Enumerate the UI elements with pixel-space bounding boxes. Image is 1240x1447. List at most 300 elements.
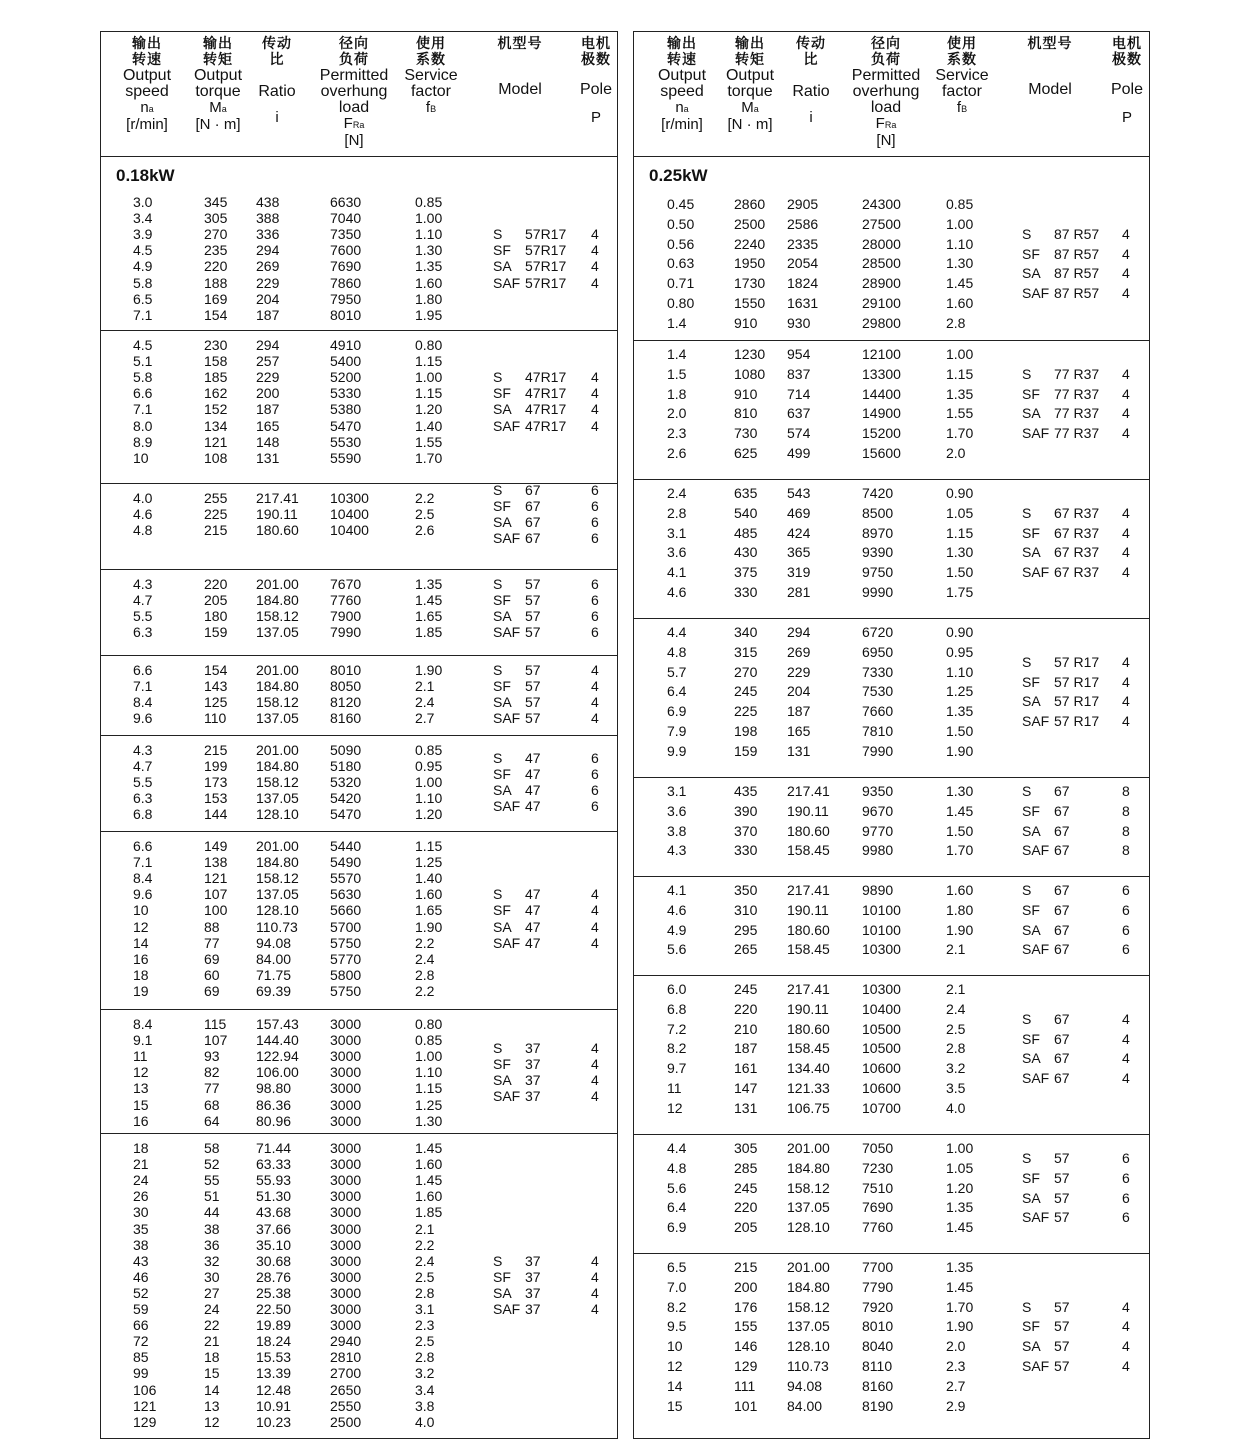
cell-load: 10100	[862, 901, 901, 918]
cell-speed: 52	[133, 1284, 149, 1301]
cell-ratio: 71.44	[256, 1140, 292, 1156]
model-prefix: SAF	[493, 624, 521, 641]
header-factor-symbol	[917, 100, 1007, 117]
cell-ratio: 180.60	[256, 522, 299, 539]
header-speed-unit: [r/min]	[661, 116, 703, 133]
cell-speed: 35	[133, 1220, 149, 1237]
model-pole: 6	[591, 766, 599, 783]
cell-factor: 2.8	[946, 314, 966, 331]
cell-load: 8040	[862, 1338, 894, 1355]
model-pole: 6	[591, 592, 599, 609]
model-pole: 6	[591, 481, 599, 498]
cell-factor: 0.85	[415, 194, 443, 210]
model-model: 57 R17	[1054, 673, 1100, 690]
model-model: 47	[525, 782, 541, 799]
row-group	[634, 340, 1149, 480]
model-pole: 4	[591, 902, 599, 919]
cell-factor: 1.15	[415, 1080, 443, 1097]
cell-ratio: 714	[787, 385, 811, 402]
cell-load: 8050	[330, 678, 362, 695]
cell-ratio: 137.05	[787, 1318, 830, 1335]
cell-factor: 0.85	[415, 1032, 443, 1049]
model-pole: 6	[591, 498, 599, 515]
cell-ratio: 201.00	[256, 576, 299, 592]
cell-torque: 69	[204, 950, 220, 967]
model-prefix: SA	[1022, 265, 1041, 282]
header-load-en: load	[870, 99, 902, 116]
cell-load: 8970	[862, 524, 894, 541]
header-factor-zh: 系数	[416, 52, 446, 68]
cell-speed: 7.0	[667, 1278, 687, 1295]
cell-load: 9980	[862, 842, 894, 859]
cell-load: 5700	[330, 918, 362, 935]
model-prefix: SF	[493, 1056, 511, 1073]
header-model-en: Model	[1028, 81, 1072, 98]
cell-ratio: 137.05	[256, 886, 299, 903]
cell-ratio: 94.08	[787, 1377, 823, 1394]
table-header	[634, 32, 1149, 157]
cell-ratio: 63.33	[256, 1156, 292, 1173]
cell-speed: 24	[133, 1172, 149, 1189]
cell-torque: 198	[734, 723, 758, 739]
power-title: 0.25kW	[649, 166, 708, 185]
cell-speed: 2.0	[667, 405, 687, 422]
cell-torque: 38	[204, 1220, 220, 1237]
cell-factor: 1.35	[946, 703, 974, 720]
model-model: 67	[1054, 882, 1070, 898]
cell-factor: 1.90	[946, 921, 974, 938]
model-prefix: S	[493, 1252, 503, 1269]
cell-torque: 129	[734, 1358, 758, 1374]
model-prefix: SF	[1022, 524, 1040, 541]
cell-factor: 1.10	[415, 226, 443, 243]
cell-torque: 730	[734, 425, 758, 442]
cell-factor: 1.50	[946, 564, 974, 581]
cell-torque: 154	[204, 306, 228, 323]
cell-torque: 210	[734, 1020, 758, 1037]
header-factor-en: Service	[404, 67, 458, 84]
cell-factor: 1.85	[415, 624, 443, 641]
cell-factor: 1.60	[415, 274, 443, 291]
header-pole-symbol	[1082, 110, 1172, 126]
model-prefix: SAF	[493, 1301, 521, 1317]
cell-ratio: 184.80	[787, 1278, 830, 1295]
cell-speed: 3.1	[667, 783, 687, 799]
cell-speed: 3.6	[667, 802, 687, 819]
cell-load: 8500	[862, 504, 894, 521]
cell-factor: 1.00	[415, 369, 443, 386]
cell-speed: 7.1	[133, 306, 153, 323]
header-ratio-sym: i	[809, 109, 813, 126]
cell-load: 5770	[330, 950, 362, 967]
cell-torque: 270	[204, 226, 228, 243]
cell-ratio: 43.68	[256, 1204, 292, 1221]
cell-factor: 1.50	[946, 822, 974, 839]
cell-load: 3000	[330, 1032, 362, 1049]
model-model: 67	[525, 514, 541, 531]
cell-speed: 5.6	[667, 941, 687, 958]
cell-ratio: 543	[787, 485, 811, 501]
model-model: 37	[525, 1088, 541, 1105]
cell-speed: 6.9	[667, 703, 687, 720]
cell-factor: 1.10	[415, 1064, 443, 1081]
cell-factor: 1.60	[415, 886, 443, 903]
cell-speed: 15	[667, 1397, 683, 1414]
cell-ratio: 37.66	[256, 1220, 292, 1237]
cell-torque: 144	[204, 806, 228, 823]
model-prefix: SA	[1022, 544, 1041, 561]
header-ratio-en: Ratio	[258, 83, 296, 100]
cell-speed: 0.50	[667, 215, 695, 232]
cell-ratio: 388	[256, 210, 280, 227]
cell-factor: 1.00	[415, 1048, 443, 1065]
cell-speed: 38	[133, 1236, 149, 1253]
header-load-symbol	[841, 116, 931, 133]
cell-ratio: 319	[787, 564, 811, 581]
model-model: 87 R57	[1054, 225, 1100, 242]
cell-ratio: 294	[256, 242, 280, 259]
cell-torque: 152	[204, 401, 228, 418]
cell-torque: 188	[204, 274, 228, 291]
cell-torque: 187	[734, 1040, 758, 1057]
cell-ratio: 94.08	[256, 934, 292, 951]
cell-factor: 1.40	[415, 417, 443, 434]
cell-load: 10500	[862, 1040, 901, 1057]
cell-speed: 4.4	[667, 1140, 687, 1156]
cell-factor: 2.1	[415, 1220, 435, 1237]
model-model: 37	[525, 1301, 541, 1317]
model-model: 57 R17	[1054, 653, 1100, 670]
cell-factor: 1.10	[415, 790, 443, 807]
model-model: 67 R37	[1054, 524, 1100, 541]
cell-speed: 4.5	[133, 242, 153, 259]
cell-torque: 215	[204, 522, 228, 539]
cell-ratio: 184.80	[256, 758, 299, 775]
cell-speed: 0.56	[667, 235, 695, 252]
cell-torque: 159	[734, 742, 758, 759]
cell-ratio: 269	[787, 643, 811, 660]
cell-load: 7690	[330, 258, 362, 275]
cell-speed: 4.7	[133, 592, 153, 609]
model-model: 77 R37	[1054, 385, 1100, 402]
cell-factor: 0.80	[415, 337, 443, 353]
model-pole: 4	[591, 934, 599, 951]
model-prefix: SAF	[1022, 564, 1050, 581]
cell-factor: 1.15	[946, 365, 974, 382]
header-factor-sym: f	[956, 99, 962, 116]
cell-speed: 9.6	[133, 886, 153, 903]
cell-ratio: 110.73	[256, 918, 298, 935]
table-panel-left	[100, 31, 618, 1439]
cell-ratio: 837	[787, 365, 811, 382]
cell-speed: 12	[667, 1358, 683, 1374]
cell-torque: 58	[204, 1140, 220, 1156]
cell-ratio: 84.00	[256, 950, 292, 967]
cell-speed: 0.45	[667, 196, 695, 212]
cell-ratio: 229	[256, 274, 280, 291]
cell-factor: 3.2	[415, 1365, 435, 1382]
header-load-zh: 径向	[339, 36, 369, 52]
cell-ratio: 190.11	[256, 506, 298, 523]
header-torque-zh: 转矩	[203, 52, 233, 68]
model-prefix: SAF	[493, 417, 521, 434]
cell-load: 7920	[862, 1298, 894, 1315]
cell-speed: 129	[133, 1413, 157, 1430]
model-prefix: S	[1022, 225, 1032, 242]
cell-factor: 1.55	[415, 433, 443, 450]
header-ratio-en: Ratio	[792, 83, 830, 100]
model-prefix: SAF	[1022, 425, 1050, 442]
cell-speed: 7.1	[133, 678, 153, 695]
header-torque-sym: M	[741, 99, 754, 116]
cell-torque: 625	[734, 445, 758, 461]
model-model: 67	[1054, 822, 1070, 839]
cell-speed: 7.9	[667, 723, 687, 739]
cell-torque: 153	[204, 790, 228, 807]
cell-ratio: 69.39	[256, 982, 292, 999]
cell-load: 5330	[330, 385, 362, 402]
model-model: 37	[525, 1252, 541, 1269]
cell-factor: 1.35	[946, 1199, 974, 1216]
cell-load: 2940	[330, 1333, 362, 1350]
cell-load: 7900	[330, 608, 362, 625]
model-pole: 6	[1122, 882, 1130, 898]
model-model: 57R17	[525, 242, 567, 259]
cell-factor: 2.3	[415, 1317, 435, 1334]
cell-speed: 6.0	[667, 981, 687, 997]
model-prefix: SF	[493, 678, 511, 695]
cell-factor: 1.70	[946, 1298, 974, 1315]
header-speed-sym: n	[140, 99, 149, 116]
row-group	[101, 330, 617, 484]
cell-torque: 60	[204, 966, 220, 983]
cell-factor: 1.50	[946, 723, 974, 739]
model-model: 47R17	[525, 417, 567, 434]
cell-load: 5200	[330, 369, 362, 386]
cell-ratio: 157.43	[256, 1016, 299, 1032]
cell-factor: 2.1	[946, 941, 966, 958]
header-speed-en: speed	[125, 83, 169, 100]
cell-speed: 10	[133, 449, 149, 466]
cell-factor: 0.85	[415, 742, 443, 758]
cell-speed: 6.8	[667, 1000, 687, 1017]
model-prefix: S	[493, 662, 503, 678]
cell-ratio: 217.41	[787, 981, 830, 997]
model-prefix: SAF	[493, 530, 521, 547]
model-pole: 4	[591, 1268, 599, 1285]
cell-torque: 390	[734, 802, 758, 819]
cell-factor: 2.2	[415, 934, 435, 951]
cell-factor: 3.2	[946, 1060, 966, 1077]
cell-torque: 44	[204, 1204, 220, 1221]
cell-ratio: 131	[256, 449, 280, 466]
cell-factor: 1.05	[946, 504, 974, 521]
model-prefix: SA	[493, 782, 512, 799]
cell-ratio: 190.11	[787, 901, 829, 918]
cell-speed: 4.9	[667, 921, 687, 938]
cell-ratio: 128.10	[256, 806, 299, 823]
cell-load: 14900	[862, 405, 901, 422]
cell-speed: 3.0	[133, 194, 153, 210]
model-model: 67	[1054, 842, 1070, 859]
cell-speed: 5.5	[133, 774, 153, 791]
cell-load: 5180	[330, 758, 362, 775]
model-model: 57	[1054, 1298, 1070, 1315]
model-prefix: S	[493, 226, 503, 243]
model-pole: 4	[591, 417, 599, 434]
model-model: 57	[1054, 1169, 1070, 1186]
model-prefix: SAF	[493, 798, 521, 815]
header-speed-sub: a	[683, 104, 689, 114]
cell-factor: 3.8	[415, 1397, 435, 1414]
cell-load: 5320	[330, 774, 362, 791]
cell-factor: 1.90	[415, 918, 443, 935]
cell-speed: 6.6	[133, 662, 153, 678]
model-model: 47	[525, 766, 541, 783]
cell-load: 9890	[862, 882, 894, 898]
header-load-en: overhung	[852, 83, 920, 100]
header-factor-sub: B	[961, 104, 968, 114]
cell-speed: 72	[133, 1333, 149, 1350]
model-pole: 4	[1122, 1358, 1130, 1374]
cell-load: 3000	[330, 1204, 362, 1221]
cell-ratio: 122.94	[256, 1048, 299, 1065]
cell-ratio: 121.33	[787, 1080, 830, 1096]
cell-load: 3000	[330, 1112, 362, 1129]
cell-load: 10400	[330, 522, 369, 539]
cell-torque: 146	[734, 1338, 758, 1355]
cell-torque: 101	[734, 1397, 758, 1414]
cell-speed: 1.8	[667, 385, 687, 402]
cell-speed: 3.4	[133, 210, 153, 227]
cell-speed: 9.7	[667, 1060, 687, 1077]
cell-factor: 2.5	[415, 506, 435, 523]
cell-load: 10300	[330, 490, 369, 506]
cell-ratio: 158.12	[256, 870, 299, 887]
cell-torque: 215	[734, 1259, 758, 1275]
cell-load: 5800	[330, 966, 362, 983]
cell-torque: 2500	[734, 215, 766, 232]
model-model: 37	[525, 1040, 541, 1057]
header-factor	[386, 36, 476, 117]
cell-speed: 66	[133, 1317, 149, 1334]
cell-factor: 0.95	[946, 643, 974, 660]
cell-load: 10300	[862, 981, 901, 997]
cell-torque: 225	[734, 703, 758, 720]
cell-factor: 2.8	[415, 1349, 435, 1366]
model-prefix: SF	[1022, 673, 1040, 690]
cell-speed: 4.5	[133, 337, 153, 353]
cell-torque: 485	[734, 524, 758, 541]
cell-torque: 230	[204, 337, 228, 353]
cell-speed: 8.4	[133, 694, 153, 711]
model-pole: 4	[591, 1284, 599, 1301]
model-model: 67	[1054, 802, 1070, 819]
cell-torque: 430	[734, 544, 758, 561]
cell-factor: 1.85	[415, 1204, 443, 1221]
cell-load: 7350	[330, 226, 362, 243]
header-factor-zh: 系数	[947, 52, 977, 68]
cell-speed: 12	[133, 1064, 149, 1081]
model-pole: 4	[591, 274, 599, 291]
row-group	[634, 618, 1149, 778]
table-header	[101, 32, 617, 157]
header-speed-zh: 输出	[132, 36, 162, 52]
row-group	[634, 1134, 1149, 1254]
cell-load: 7600	[330, 242, 362, 259]
cell-torque: 305	[204, 210, 228, 227]
cell-factor: 2.7	[946, 1377, 966, 1394]
cell-torque: 51	[204, 1188, 220, 1205]
cell-speed: 6.4	[667, 683, 687, 700]
cell-torque: 21	[204, 1333, 220, 1350]
cell-speed: 10	[133, 902, 149, 919]
cell-speed: 3.1	[667, 524, 687, 541]
cell-torque: 134	[204, 417, 228, 434]
cell-speed: 3.9	[133, 226, 153, 243]
cell-speed: 59	[133, 1301, 149, 1317]
cell-ratio: 30.68	[256, 1252, 292, 1269]
cell-load: 7420	[862, 485, 894, 501]
model-model: 57	[1054, 1338, 1070, 1355]
cell-speed: 16	[133, 1112, 149, 1129]
model-pole: 4	[591, 710, 599, 727]
cell-speed: 6.4	[667, 1199, 687, 1216]
cell-ratio: 294	[256, 337, 280, 353]
cell-speed: 8.4	[133, 870, 153, 887]
cell-ratio: 110.73	[787, 1358, 829, 1374]
model-model: 57R17	[525, 258, 567, 275]
cell-speed: 12	[667, 1099, 683, 1116]
cell-torque: 245	[734, 981, 758, 997]
cell-ratio: 217.41	[256, 490, 299, 506]
model-prefix: S	[493, 886, 503, 903]
cell-factor: 4.0	[415, 1413, 435, 1430]
header-speed-sym: n	[675, 99, 684, 116]
header-ratio-zh: 传动	[262, 36, 292, 52]
model-model: 67	[1054, 921, 1070, 938]
cell-load: 7660	[862, 703, 894, 720]
model-pole: 6	[1122, 941, 1130, 958]
cell-torque: 18	[204, 1349, 220, 1366]
header-factor-zh: 使用	[416, 36, 446, 52]
cell-torque: 82	[204, 1064, 220, 1081]
model-model: 47	[525, 886, 541, 903]
cell-ratio: 137.05	[256, 790, 299, 807]
model-model: 87 R57	[1054, 265, 1100, 282]
header-torque-zh: 输出	[203, 36, 233, 52]
power-title: 0.18kW	[116, 166, 175, 185]
cell-torque: 110	[204, 710, 227, 727]
cell-load: 3000	[330, 1252, 362, 1269]
cell-load: 7990	[862, 742, 894, 759]
cell-torque: 200	[734, 1278, 758, 1295]
cell-ratio: 86.36	[256, 1096, 292, 1113]
cell-load: 28000	[862, 235, 901, 252]
model-model: 57	[525, 576, 541, 592]
model-prefix: SA	[493, 1284, 512, 1301]
model-model: 47	[525, 918, 541, 935]
model-model: 57	[1054, 1149, 1070, 1166]
model-pole: 4	[1122, 653, 1130, 670]
cell-torque: 295	[734, 921, 758, 938]
model-model: 57	[525, 694, 541, 711]
cell-torque: 100	[204, 902, 228, 919]
model-prefix: SF	[493, 592, 511, 609]
model-model: 57	[525, 678, 541, 695]
cell-load: 2810	[330, 1349, 362, 1366]
cell-speed: 4.6	[667, 584, 687, 600]
